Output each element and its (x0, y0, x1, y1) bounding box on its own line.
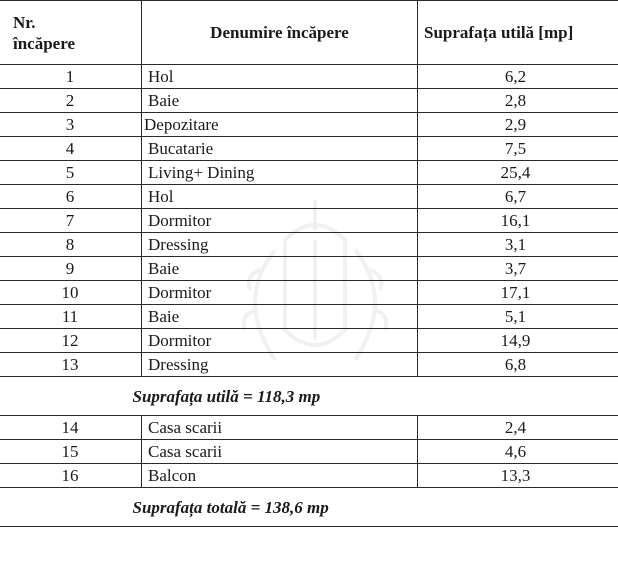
total-area-summary-row (0, 488, 618, 527)
room-area: 6,7 (418, 185, 618, 209)
room-area: 17,1 (418, 281, 618, 305)
room-area: 25,4 (418, 161, 618, 185)
room-area: 13,3 (418, 464, 618, 488)
room-area: 2,4 (418, 416, 618, 440)
room-name: Baie (142, 89, 418, 113)
room-number: 16 (0, 464, 142, 488)
room-number: 13 (0, 353, 142, 377)
room-name: Dressing (142, 353, 418, 377)
room-number: 1 (0, 65, 142, 89)
room-name: Casa scarii (142, 416, 418, 440)
header-nr-line1: Nr. (13, 12, 36, 32)
room-number: 5 (0, 161, 142, 185)
table-row (0, 281, 618, 305)
room-number: 11 (0, 305, 142, 329)
room-area: 16,1 (418, 209, 618, 233)
room-number: 6 (0, 185, 142, 209)
room-number: 8 (0, 233, 142, 257)
table-row (0, 464, 618, 488)
table-row (0, 233, 618, 257)
room-area: 5,1 (418, 305, 618, 329)
table-row (0, 185, 618, 209)
total-area-summary: Suprafața totală = 138,6 mp (0, 488, 618, 527)
room-name: Living+ Dining (142, 161, 418, 185)
table-row (0, 353, 618, 377)
room-number: 2 (0, 89, 142, 113)
table-row (0, 257, 618, 281)
table-row (0, 305, 618, 329)
room-number: 12 (0, 329, 142, 353)
table-header-row (0, 1, 618, 65)
room-number: 9 (0, 257, 142, 281)
table-row (0, 209, 618, 233)
room-area: 4,6 (418, 440, 618, 464)
useful-area-summary: Suprafața utilă = 118,3 mp (0, 377, 618, 416)
header-nr-line2: încăpere (13, 33, 76, 53)
room-name: Dormitor (142, 329, 418, 353)
header-useful-area: Suprafața utilă [mp] (418, 1, 618, 65)
room-name: Dressing (142, 233, 418, 257)
table-row (0, 416, 618, 440)
room-name: Bucatarie (142, 137, 418, 161)
room-area: 2,9 (418, 113, 618, 137)
room-area: 3,7 (418, 257, 618, 281)
room-name: Balcon (142, 464, 418, 488)
room-name: Dormitor (142, 281, 418, 305)
room-name: Depozitare (142, 113, 418, 137)
room-name: Hol (142, 65, 418, 89)
room-area: 3,1 (418, 233, 618, 257)
room-area: 14,9 (418, 329, 618, 353)
room-number: 4 (0, 137, 142, 161)
table-row (0, 89, 618, 113)
table-row (0, 161, 618, 185)
table-row (0, 440, 618, 464)
table-row (0, 113, 618, 137)
room-name: Casa scarii (142, 440, 418, 464)
room-area: 2,8 (418, 89, 618, 113)
room-name: Dormitor (142, 209, 418, 233)
room-name: Baie (142, 305, 418, 329)
table-row (0, 329, 618, 353)
header-room-number (0, 1, 142, 65)
room-number: 3 (0, 113, 142, 137)
room-number: 10 (0, 281, 142, 305)
useful-area-summary-row (0, 377, 618, 416)
room-area: 6,8 (418, 353, 618, 377)
room-number: 14 (0, 416, 142, 440)
room-area: 6,2 (418, 65, 618, 89)
room-name: Hol (142, 185, 418, 209)
table-row (0, 137, 618, 161)
room-number: 15 (0, 440, 142, 464)
table-row (0, 65, 618, 89)
header-room-name: Denumire încăpere (142, 1, 418, 65)
room-name: Baie (142, 257, 418, 281)
room-number: 7 (0, 209, 142, 233)
room-area: 7,5 (418, 137, 618, 161)
